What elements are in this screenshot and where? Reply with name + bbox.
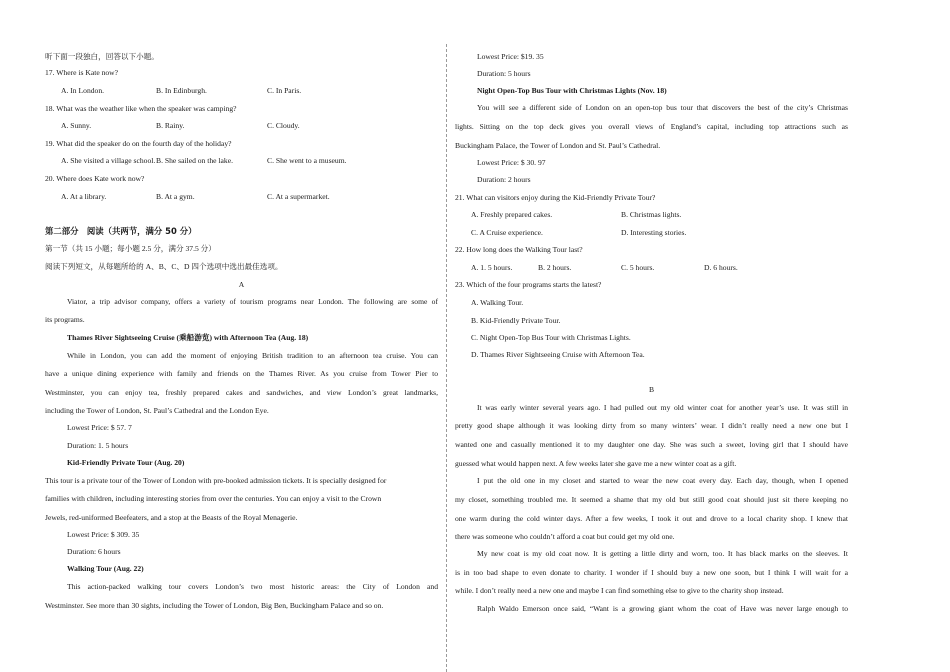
tour-3-text: Westminster. See more than 30 sights, including the Tower of London, Big Ben, Buckingham Palace and so on. bbox=[45, 601, 384, 610]
option-a: A. At a library. bbox=[61, 192, 107, 201]
question-21-options bbox=[455, 210, 848, 220]
tour-4-text: You will see a different side of London on an open-top bus tour that discovers the best of the city’s Christmas bbox=[477, 103, 848, 112]
tour-2-price: Lowest Price: $ 309. 35 bbox=[67, 530, 140, 539]
tour-2-text: This tour is a private tour of the Tower of London with pre-booked admission tickets. It is specially designed for bbox=[45, 476, 387, 485]
question-18-options bbox=[45, 121, 438, 131]
option-c: C. In Paris. bbox=[267, 86, 302, 95]
question-19-options bbox=[45, 156, 438, 166]
section-2-heading: 第二部分 阅读（共两节，满分 50 分） bbox=[45, 226, 197, 236]
tour-4-price: Lowest Price: $ 30. 97 bbox=[477, 158, 546, 167]
question-22-options bbox=[455, 263, 848, 273]
passage-a-label: A bbox=[238, 280, 245, 289]
tour-3-title: Walking Tour (Aug. 22) bbox=[67, 564, 144, 573]
question-21: 21. What can visitors enjoy during the Kid-Friendly Private Tour? bbox=[455, 193, 656, 202]
option-a: A. She visited a village school. bbox=[61, 156, 156, 165]
option-b: B. Rainy. bbox=[156, 121, 185, 130]
tour-2-text: families with children, including interesting stories from over the centuries. You can enjoy a visit to the Crown bbox=[45, 494, 382, 503]
option-d: D. Thames River Sightseeing Cruise with Afternoon Tea. bbox=[471, 350, 645, 359]
tour-1-text: Westminster, you can enjoy tea, freshly prepared cakes and sandwiches, and view London’s great landmarks, bbox=[45, 388, 438, 397]
passage-b-text: My new coat is my old coat now. It is getting a little dirty and worn, too. It has black marks on the sleeves. It bbox=[477, 549, 848, 558]
passage-b-text: one warm during the cold winter days. After a few weeks, I took it out and drove to a local charity shop. I knew that bbox=[455, 514, 848, 523]
option-b: B. 2 hours. bbox=[538, 263, 572, 272]
option-c: C. At a supermarket. bbox=[267, 192, 330, 201]
passage-b-label: B bbox=[648, 385, 655, 394]
option-d: D. Interesting stories. bbox=[621, 228, 687, 237]
option-b: B. Christmas lights. bbox=[621, 210, 682, 219]
intro-text: Viator, a trip advisor company, offers a variety of tourism programs near London. The following are some of bbox=[67, 297, 438, 306]
passage-b-text: guessed what would happen next. A few weeks later she gave me a new winter coat as a gift. bbox=[455, 459, 737, 468]
tour-1-text: have a unique dining experience with family and friends on the Thames River. As you cruise from Tower Pier to bbox=[45, 369, 438, 378]
option-c: C. A Cruise experience. bbox=[471, 228, 543, 237]
option-b: B. Kid-Friendly Private Tour. bbox=[471, 316, 561, 325]
passage-b-text: there was someone who couldn’t afford a coat but could get my old one. bbox=[455, 532, 675, 541]
option-c: C. Cloudy. bbox=[267, 121, 300, 130]
tour-2-title: Kid-Friendly Private Tour (Aug. 20) bbox=[67, 458, 185, 467]
option-a: A. 1. 5 hours. bbox=[471, 263, 513, 272]
tour-1-text: While in London, you can add the moment of enjoying British tradition to an afternoon tea cruise. You can bbox=[67, 351, 438, 360]
tour-2-duration: Duration: 6 hours bbox=[67, 547, 121, 556]
passage-b-text: my closet, something troubled me. It seemed a shame that my old but still good coat should just sit there keeping no bbox=[455, 495, 848, 504]
tour-1-text: including the Tower of London, St. Paul’s Cathedral and the London Eye. bbox=[45, 406, 269, 415]
tour-1-title: Thames River Sightseeing Cruise (乘船游览) with Afternoon Tea (Aug. 18) bbox=[67, 333, 309, 342]
option-b: B. At a gym. bbox=[156, 192, 195, 201]
option-b: B. She sailed on the lake. bbox=[156, 156, 233, 165]
question-23: 23. Which of the four programs starts the latest? bbox=[455, 280, 602, 289]
tour-3-price: Lowest Price: $19. 35 bbox=[477, 52, 544, 61]
option-d: D. 6 hours. bbox=[704, 263, 738, 272]
passage-b-text: It was early winter several years ago. I had pulled out my old winter coat for another year’s use. It was still in bbox=[477, 403, 848, 412]
tour-4-duration: Duration: 2 hours bbox=[477, 175, 531, 184]
tour-1-price: Lowest Price: $ 57. 7 bbox=[67, 423, 132, 432]
tour-3-text: This action-packed walking tour covers London’s two most historic areas: the City of London and bbox=[67, 582, 438, 591]
tour-3-duration: Duration: 5 hours bbox=[477, 69, 531, 78]
option-c: C. 5 hours. bbox=[621, 263, 655, 272]
listening-instruction: 听下面一段独白，回答以下小题。 bbox=[45, 52, 159, 61]
passage-b-text: pretty good shape although it was looking dirty from so many winters’ wear. I didn’t really need a new one but I bbox=[455, 421, 848, 430]
tour-2-text: Jewels, red-uniformed Beefeaters, and a stop at the Beasts of the Royal Menagerie. bbox=[45, 513, 298, 522]
question-17-options bbox=[45, 86, 438, 96]
option-a: A. Sunny. bbox=[61, 121, 92, 130]
option-a: A. Freshly prepared cakes. bbox=[471, 210, 553, 219]
section-2-instruction: 阅读下列短文，从每题所给的 A、B、C、D 四个选项中选出最佳选项。 bbox=[45, 262, 283, 271]
passage-b-text: is in too bad shape to even donate to charity. I wonder if I should buy a new one soon, but I think I will wait for a bbox=[455, 568, 848, 577]
tour-4-title: Night Open-Top Bus Tour with Christmas Lights (Nov. 18) bbox=[477, 86, 667, 95]
option-b: B. In Edinburgh. bbox=[156, 86, 207, 95]
tour-1-duration: Duration: 1. 5 hours bbox=[67, 441, 129, 450]
tour-4-text: Buckingham Palace, the Tower of London and St. Paul’s Cathedral. bbox=[455, 141, 661, 150]
passage-b-text: while. I don’t really need a new one and maybe I can find something else to give to the charity shop instead. bbox=[455, 586, 784, 595]
passage-b-text: I put the old one in my closet and started to wear the new coat every day. Each day, though, when I opened bbox=[477, 476, 848, 485]
question-19: 19. What did the speaker do on the fourth day of the holiday? bbox=[45, 139, 232, 148]
tour-4-text: lights. Sitting on the top deck gives you overall views of England’s capital, including top attractions such as bbox=[455, 122, 848, 131]
section-2-subheading: 第一节（共 15 小题；每小题 2.5 分，满分 37.5 分） bbox=[45, 244, 216, 253]
intro-text: its programs. bbox=[45, 315, 85, 324]
option-c: C. She went to a museum. bbox=[267, 156, 347, 165]
question-18: 18. What was the weather like when the speaker was camping? bbox=[45, 104, 237, 113]
question-17: 17. Where is Kate now? bbox=[45, 68, 119, 77]
passage-b-text: Ralph Waldo Emerson once said, “Want is a growing giant whom the coat of Have was never large enough to bbox=[477, 604, 848, 613]
option-a: A. Walking Tour. bbox=[471, 298, 524, 307]
option-a: A. In London. bbox=[61, 86, 105, 95]
question-20-options bbox=[45, 192, 438, 202]
question-22: 22. How long does the Walking Tour last? bbox=[455, 245, 583, 254]
question-20: 20. Where does Kate work now? bbox=[45, 174, 145, 183]
column-divider bbox=[446, 44, 447, 672]
passage-b-text: wanted one and casually mentioned it to my daughter one day. She was such a sweet, loving girl that I should have bbox=[455, 440, 848, 449]
question-21-options bbox=[455, 228, 848, 238]
option-c: C. Night Open-Top Bus Tour with Christmas Lights. bbox=[471, 333, 631, 342]
